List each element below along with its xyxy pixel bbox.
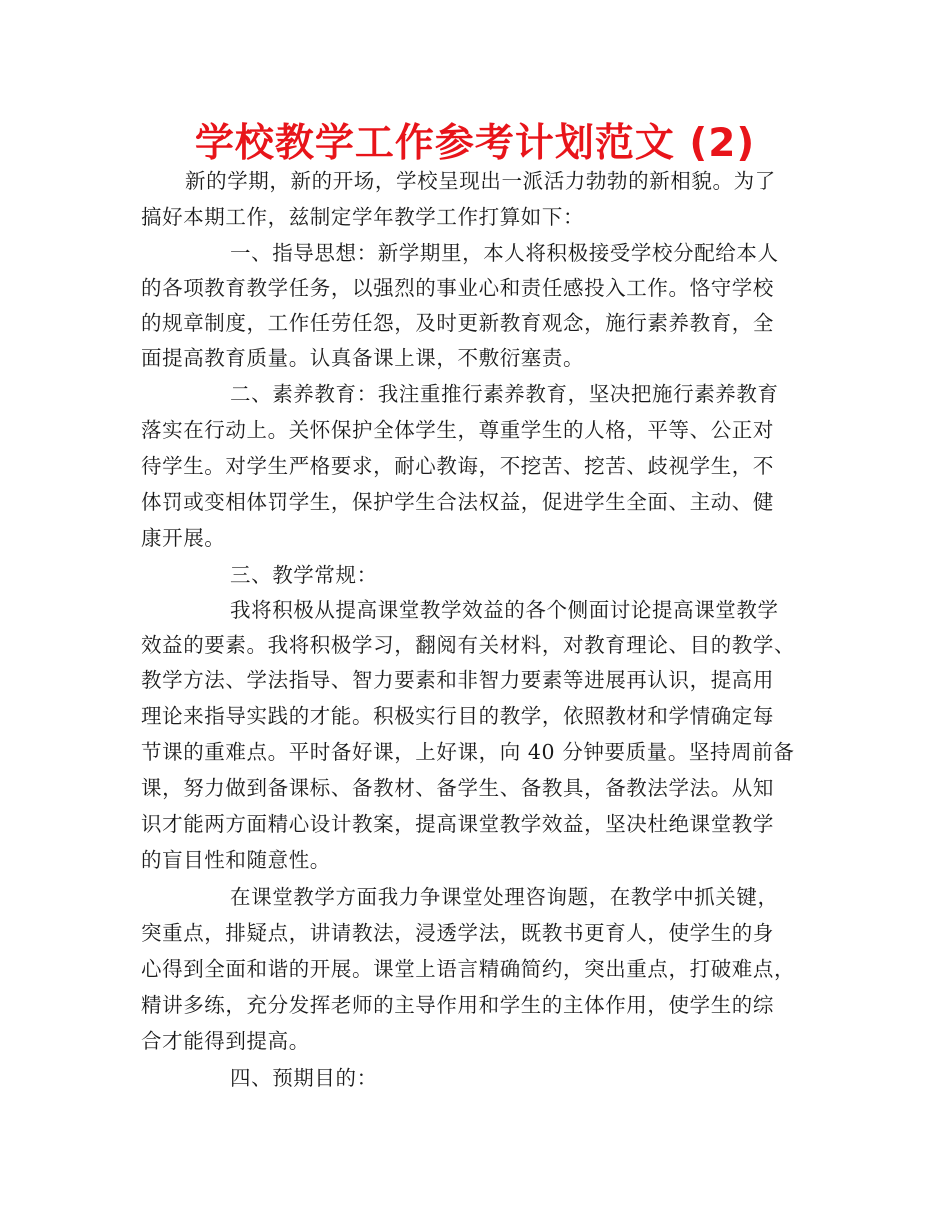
paragraph-line: 节课的重难点。平时备好课，上好课，向 40 分钟要质量。坚持周前备 bbox=[141, 740, 795, 764]
paragraph-line: 康开展。 bbox=[141, 526, 226, 550]
paragraph-line: 理论来指导实践的才能。积极实行目的教学，依照教材和学情确定每 bbox=[141, 704, 774, 728]
document-title: 学校教学工作参考计划范文 (2) bbox=[194, 121, 756, 166]
paragraph-line: 新的学期，新的开场，学校呈现出一派活力勃勃的新相貌。为了 bbox=[185, 169, 776, 193]
paragraph-line: 落实在行动上。关怀保护全体学生，尊重学生的人格，平等、公正对 bbox=[141, 418, 774, 442]
paragraph-line: 的各项教育教学任务，以强烈的事业心和责任感投入工作。恪守学校 bbox=[141, 276, 774, 300]
paragraph-line: 搞好本期工作，兹制定学年教学工作打算如下： bbox=[141, 205, 585, 229]
paragraph-line: 合才能得到提高。 bbox=[141, 1029, 310, 1053]
paragraph-line: 待学生。对学生严格要求，耐心教诲，不挖苦、挖苦、歧视学生，不 bbox=[141, 454, 774, 478]
paragraph-line: 体罚或变相体罚学生，保护学生合法权益，促进学生全面、主动、健 bbox=[141, 490, 774, 514]
paragraph-line: 我将积极从提高课堂教学效益的各个侧面讨论提高课堂教学 bbox=[230, 598, 779, 622]
section-heading: 四、预期目的： bbox=[230, 1066, 378, 1090]
paragraph-line: 识才能两方面精心设计教案，提高课堂教学效益，坚决杜绝课堂教学 bbox=[141, 812, 774, 836]
paragraph-line: 精讲多练，充分发挥老师的主导作用和学生的主体作用，使学生的综 bbox=[141, 993, 774, 1017]
paragraph-line: 课，努力做到备课标、备教材、备学生、备教具，备教法学法。从知 bbox=[141, 776, 774, 800]
paragraph-line: 在课堂教学方面我力争课堂处理咨询题，在教学中抓关键， bbox=[230, 885, 779, 909]
paragraph-line: 心得到全面和谐的开展。课堂上语言精确简约，突出重点，打破难点， bbox=[141, 957, 796, 981]
paragraph-line: 效益的要素。我将积极学习，翻阅有关材料，对教育理论、目的教学、 bbox=[141, 633, 796, 657]
paragraph-line: 一、指导思想：新学期里，本人将积极接受学校分配给本人 bbox=[230, 241, 779, 265]
paragraph-line: 突重点，排疑点，讲请教法，浸透学法，既教书更育人，使学生的身 bbox=[141, 921, 774, 945]
paragraph-line: 的规章制度，工作任劳任怨，及时更新教育观念，施行素养教育，全 bbox=[141, 311, 774, 335]
paragraph-line: 教学方法、学法指导、智力要素和非智力要素等进展再认识，提高用 bbox=[141, 668, 774, 692]
section-heading: 三、教学常规： bbox=[230, 563, 378, 587]
paragraph-line: 面提高教育质量。认真备课上课，不敷衍塞责。 bbox=[141, 346, 585, 370]
paragraph-line: 的盲目性和随意性。 bbox=[141, 848, 331, 872]
paragraph-line: 二、素养教育：我注重推行素养教育，坚决把施行素养教育 bbox=[230, 382, 779, 406]
